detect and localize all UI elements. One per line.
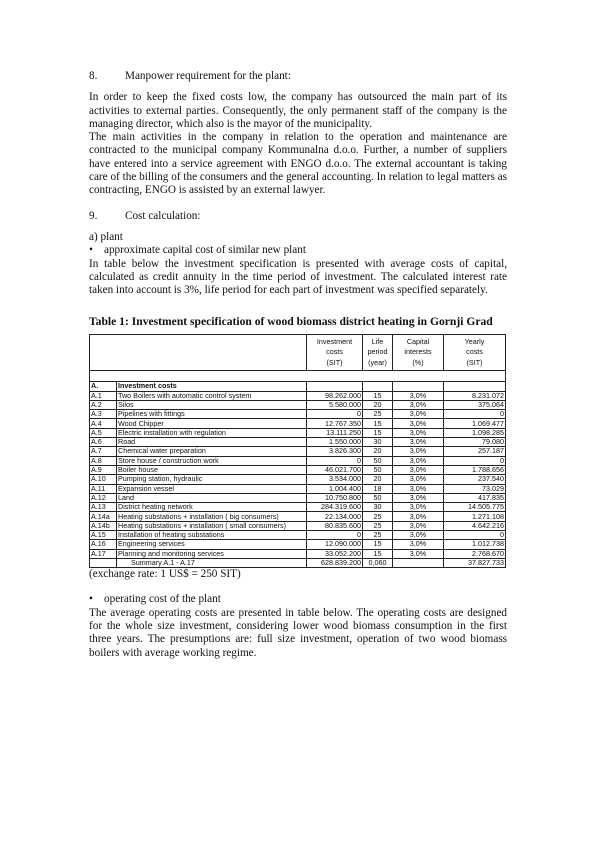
row-interest-rate: 3,0% (393, 447, 444, 456)
row-interest-rate: 3,0% (393, 531, 444, 540)
row-life-period: 15 (363, 419, 393, 428)
bullet-text: operating cost of the plant (104, 593, 221, 606)
row-code: A.6 (90, 438, 117, 447)
header-investment-costs: Investment costs (SIT) (307, 334, 363, 371)
row-investment-cost: 1.004.400 (307, 484, 363, 493)
row-interest-rate: 3,0% (393, 456, 444, 465)
table-row (90, 419, 506, 428)
row-life-period: 25 (363, 410, 393, 419)
row-yearly-cost: 4.642.216 (444, 521, 506, 530)
capital-cost-bullet (89, 244, 507, 257)
exchange-rate-note: (exchange rate: 1 US$ = 250 SIT) (89, 568, 241, 581)
row-investment-cost: 5.580.000 (307, 400, 363, 409)
row-name: Expansion vessel (117, 484, 307, 493)
document-page (89, 70, 507, 660)
table-row (90, 475, 506, 484)
table-section-row (90, 382, 506, 391)
row-interest-rate: 3,0% (393, 438, 444, 447)
row-yearly-cost: 14.505.775 (444, 503, 506, 512)
table-row (90, 447, 506, 456)
row-yearly-cost: 237.540 (444, 475, 506, 484)
row-yearly-cost: 0 (444, 456, 506, 465)
row-name: Boiler house (117, 465, 307, 474)
row-investment-cost: 284.319.600 (307, 503, 363, 512)
table-row (90, 540, 506, 549)
row-code: A.8 (90, 456, 117, 465)
table-row (90, 512, 506, 521)
row-life-period: 20 (363, 447, 393, 456)
row-code: A.14a (90, 512, 117, 521)
row-name: Engineering services (117, 540, 307, 549)
row-life-period: 30 (363, 503, 393, 512)
section-label: Investment costs (117, 382, 307, 391)
plant-subheading: a) plant (89, 230, 123, 243)
table-row (90, 531, 506, 540)
row-yearly-cost: 79.080 (444, 438, 506, 447)
section-9-paragraph: In table below the investment specification is presented with average costs of capital, calculated as credit annuity in the time period of investment. The calculated interest rate taken into account is 3%, life period for each part of investment was specified separately. (89, 257, 507, 297)
row-life-period: 25 (363, 521, 393, 530)
row-yearly-cost: 1.069.477 (444, 419, 506, 428)
investment-table (89, 334, 506, 568)
section-8-paragraph-1: In order to keep the fixed costs low, the company has outsourced the main part of its activities to external parties. Consequently, the only permanent staff of the company is the managing director, which also is the mayor of the municipality. (89, 91, 507, 130)
row-interest-rate: 3,0% (393, 419, 444, 428)
header-life-period: Life period (year) (363, 334, 393, 371)
row-name: Installation of heating substations (117, 531, 307, 540)
row-investment-cost: 80.835.600 (307, 521, 363, 530)
table-title: Table 1: Investment specification of wood biomass district heating in Gornji Grad (89, 315, 493, 329)
row-interest-rate: 3,0% (393, 512, 444, 521)
row-yearly-cost: 257.187 (444, 447, 506, 456)
row-life-period: 15 (363, 391, 393, 400)
row-life-period: 50 (363, 456, 393, 465)
row-code: A.7 (90, 447, 117, 456)
row-yearly-cost: 1.788.656 (444, 465, 506, 474)
row-investment-cost: 10.750.800 (307, 493, 363, 502)
row-interest-rate: 3,0% (393, 428, 444, 437)
row-investment-cost: 12.767.350 (307, 419, 363, 428)
bullet-icon: • (89, 593, 93, 606)
row-yearly-cost: 2.768.670 (444, 549, 506, 558)
operating-paragraph: The average operating costs are presented in table below. The operating costs are designed for the whole size investment, considering lower wood biomass consumption in the first three years. The presumptions are: full size investment, operation of two wood biomass boilers with average working regime. (89, 606, 507, 659)
row-interest-rate: 3,0% (393, 503, 444, 512)
row-code: A.9 (90, 465, 117, 474)
row-code: A.4 (90, 419, 117, 428)
row-yearly-cost: 1.098.285 (444, 428, 506, 437)
row-name: Land (117, 493, 307, 502)
row-name: Wood Chipper (117, 419, 307, 428)
table-row (90, 549, 506, 558)
operating-cost-bullet (89, 593, 507, 606)
row-life-period: 30 (363, 438, 393, 447)
table-row (90, 438, 506, 447)
row-interest-rate: 3,0% (393, 475, 444, 484)
table-row (90, 503, 506, 512)
section-8-title: Manpower requirement for the plant: (125, 70, 291, 82)
row-interest-rate: 3,0% (393, 540, 444, 549)
row-yearly-cost: 1.271.108 (444, 512, 506, 521)
row-interest-rate: 3,0% (393, 465, 444, 474)
summary-life: 0,060 (363, 558, 393, 567)
row-life-period: 25 (363, 512, 393, 521)
table-row (90, 484, 506, 493)
row-yearly-cost: 375.064 (444, 400, 506, 409)
section-9-title: Cost calculation: (125, 209, 201, 222)
row-name: District heating network (117, 503, 307, 512)
row-investment-cost: 3.534.000 (307, 475, 363, 484)
row-code: A.1 (90, 391, 117, 400)
row-name: Electric installation with regulation (117, 428, 307, 437)
section-8-heading (89, 70, 507, 83)
section-code: A. (90, 382, 117, 391)
table-spacer-row (90, 371, 506, 382)
row-code: A.17 (90, 549, 117, 558)
summary-cost: 628.839.200 (307, 558, 363, 567)
row-investment-cost: 0 (307, 531, 363, 540)
row-code: A.3 (90, 410, 117, 419)
row-investment-cost: 33.052.200 (307, 549, 363, 558)
header-capital-interests: Capital interests (%) (393, 334, 444, 371)
table-row (90, 465, 506, 474)
row-name: Pumping station, hydraulic (117, 475, 307, 484)
row-interest-rate: 3,0% (393, 391, 444, 400)
row-life-period: 50 (363, 493, 393, 502)
row-interest-rate: 3,0% (393, 400, 444, 409)
row-yearly-cost: 417.835 (444, 493, 506, 502)
summary-yearly: 37.827.733 (444, 558, 506, 567)
row-code: A.5 (90, 428, 117, 437)
row-interest-rate: 3,0% (393, 484, 444, 493)
bullet-text: approximate capital cost of similar new plant (104, 244, 306, 257)
row-code: A.10 (90, 475, 117, 484)
row-code: A.16 (90, 540, 117, 549)
section-8-number: 8. (89, 70, 98, 82)
row-investment-cost: 46.021.700 (307, 465, 363, 474)
row-life-period: 25 (363, 531, 393, 540)
row-interest-rate: 3,0% (393, 493, 444, 502)
row-life-period: 15 (363, 549, 393, 558)
row-name: Heating substations + installation ( small consumers) (117, 521, 307, 530)
row-investment-cost: 12.090.000 (307, 540, 363, 549)
header-yearly-costs: Yearly costs (SIT) (444, 334, 506, 371)
summary-row (90, 558, 506, 567)
row-code: A.2 (90, 400, 117, 409)
row-name: Planning and monitoring services (117, 549, 307, 558)
row-investment-cost: 98.262.000 (307, 391, 363, 400)
row-yearly-cost: 8.231.072 (444, 391, 506, 400)
section-9-number: 9. (89, 209, 98, 222)
table-row (90, 400, 506, 409)
table-row (90, 428, 506, 437)
bullet-icon: • (89, 244, 93, 257)
row-code: A.13 (90, 503, 117, 512)
row-name: Road (117, 438, 307, 447)
row-yearly-cost: 0 (444, 531, 506, 540)
row-life-period: 15 (363, 428, 393, 437)
row-code: A.15 (90, 531, 117, 540)
section-8-paragraph-2: The main activities in the company in relation to the operation and maintenance are contracted to the municipal company Kommunalna d.o.o. Further, a number of suppliers have entered into a service agreement with ENGO d.o.o. The external accountant is taking care of the billing of the consumers and the general accounting. In relation to legal matters as contracting, ENGO is assisted by an external lawyer. (89, 131, 507, 197)
table-header-row (90, 334, 506, 371)
row-name: Silos (117, 400, 307, 409)
row-investment-cost: 3.826.300 (307, 447, 363, 456)
row-name: Heating substations + installation ( big consumers) (117, 512, 307, 521)
row-name: Two Boilers with automatic control system (117, 391, 307, 400)
row-name: Chemical water preparation (117, 447, 307, 456)
row-interest-rate: 3,0% (393, 549, 444, 558)
row-yearly-cost: 0 (444, 410, 506, 419)
table-row (90, 493, 506, 502)
table-row (90, 410, 506, 419)
row-life-period: 15 (363, 540, 393, 549)
row-investment-cost: 0 (307, 456, 363, 465)
row-life-period: 50 (363, 465, 393, 474)
row-interest-rate: 3,0% (393, 410, 444, 419)
row-investment-cost: 0 (307, 410, 363, 419)
row-life-period: 20 (363, 475, 393, 484)
row-interest-rate: 3,0% (393, 521, 444, 530)
row-life-period: 20 (363, 400, 393, 409)
row-yearly-cost: 73.029 (444, 484, 506, 493)
row-code: A.12 (90, 493, 117, 502)
section-9-heading (89, 210, 507, 223)
table-row (90, 456, 506, 465)
row-name: Pipelines with fittings (117, 410, 307, 419)
summary-label: Summary A.1 - A.17 (117, 558, 307, 567)
row-investment-cost: 1.550.000 (307, 438, 363, 447)
table-row (90, 391, 506, 400)
table-row (90, 521, 506, 530)
row-name: Store house / construction work (117, 456, 307, 465)
row-yearly-cost: 1.012.738 (444, 540, 506, 549)
row-investment-cost: 13.111.250 (307, 428, 363, 437)
row-investment-cost: 22.134.000 (307, 512, 363, 521)
row-code: A.11 (90, 484, 117, 493)
row-code: A.14b (90, 521, 117, 530)
row-life-period: 18 (363, 484, 393, 493)
